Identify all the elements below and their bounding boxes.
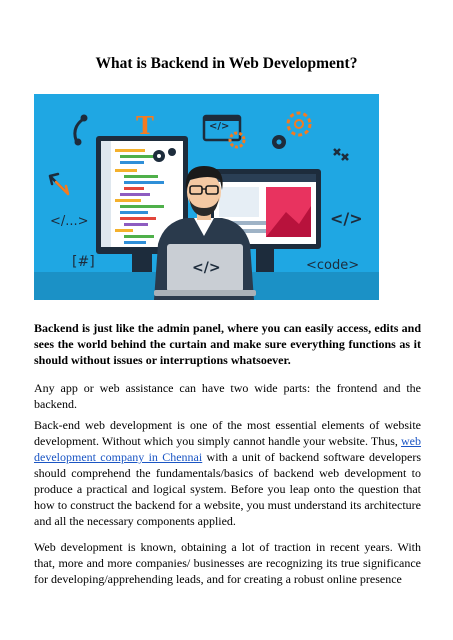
page-title: What is Backend in Web Development?: [95, 55, 358, 72]
backend-paragraph-end: with a unit of backend software developers should comprehend the fundamentals/basics of backend web development to produce a practical and logical system. Before you leap onto the question that how to construct the backend for a website, you must understand its architecture and all the necessary components applied.: [34, 450, 421, 528]
hero-illustration: [34, 94, 379, 300]
laptop-label: </>: [192, 260, 221, 276]
backend-paragraph-start: Back-end web development is one of the most essential elements of website development. Without which you simply cannot handle your website. Thus,: [34, 418, 421, 448]
hash-label: [#]: [72, 254, 95, 270]
t-glyph-label: T: [136, 111, 154, 140]
traction-paragraph: Web development is known, obtaining a lot of traction in recent years. With that, more and more companies/ businesses are recognizing its true significance for developing/apprehending leads, and for creating a robust online presence: [34, 540, 421, 586]
intro-paragraph: Backend is just like the admin panel, where you can easily access, edits and sees the world behind the curtain and make sure everything functions as it should without issues or interruptions whatsoever.: [34, 321, 421, 367]
tag-left-label: </...>: [50, 214, 89, 229]
tag-right-label: </>: [330, 209, 363, 228]
code-label: <code>: [306, 258, 360, 273]
parts-paragraph: Any app or web assistance can have two wide parts: the frontend and the backend.: [34, 381, 421, 411]
backend-paragraph: [34, 417, 421, 529]
web-development-company-link[interactable]: web development company in Chennai: [34, 434, 421, 464]
panel-label: </>: [209, 121, 230, 132]
